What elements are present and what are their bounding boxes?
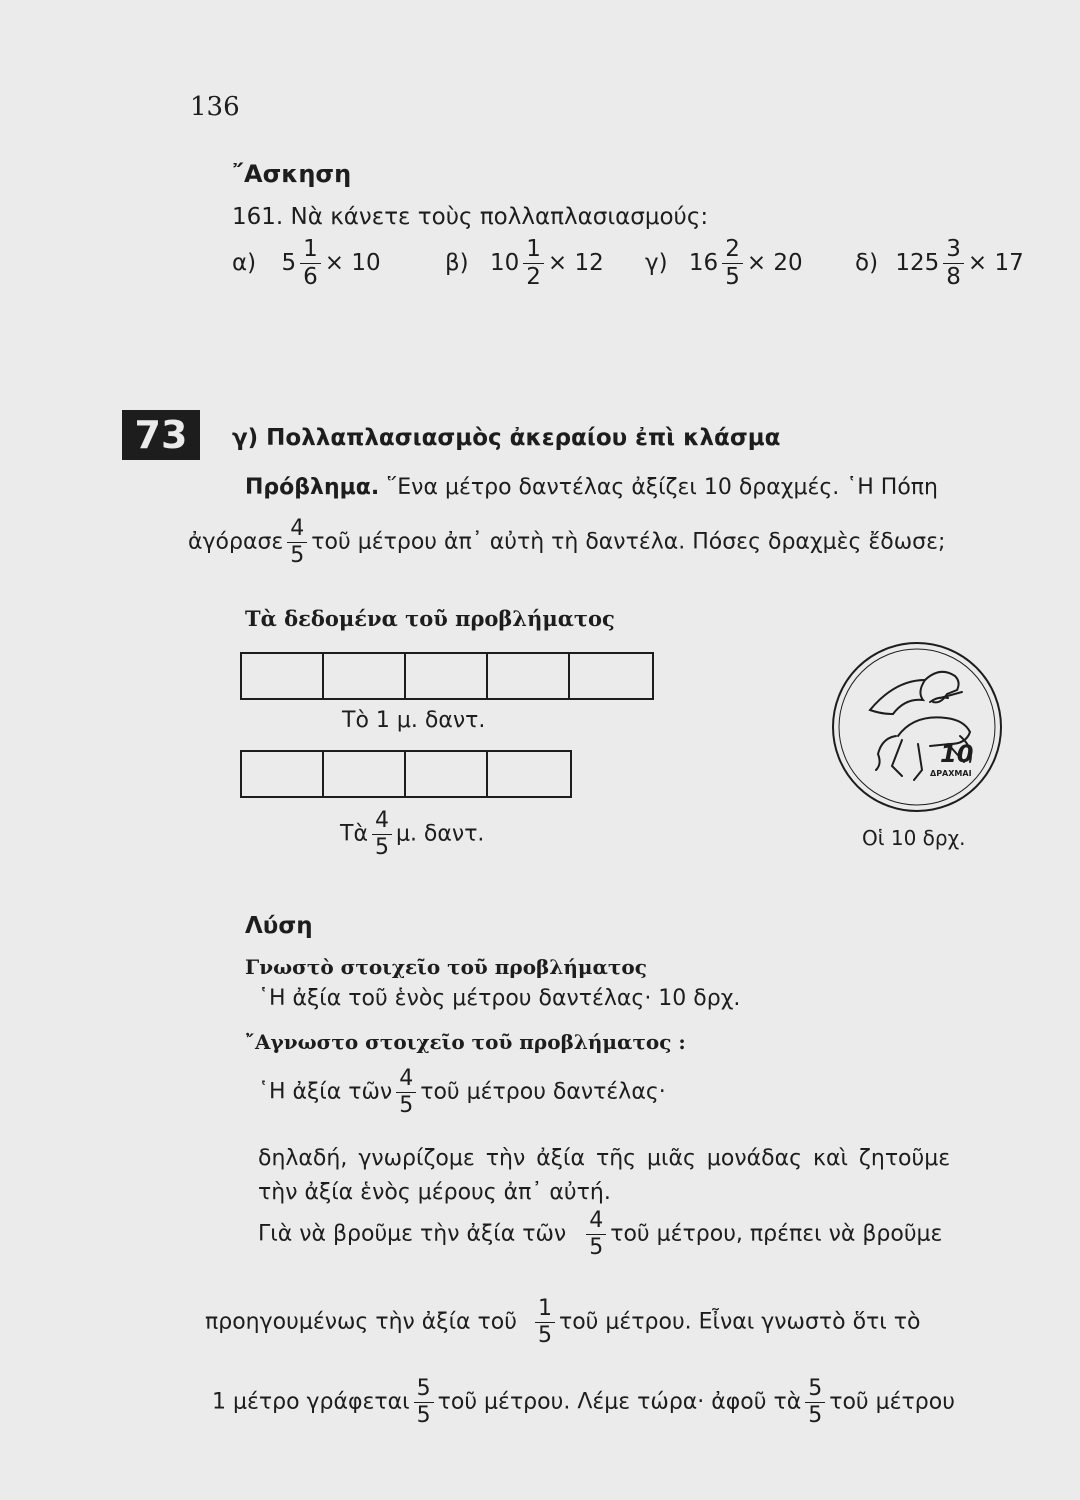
item-label: γ) bbox=[645, 250, 668, 276]
numerator: 1 bbox=[537, 1296, 552, 1321]
bar-four-fifths bbox=[240, 750, 572, 798]
text-post: τοῦ μέτρου δαντέλας· bbox=[420, 1079, 666, 1105]
known-text: ῾Η ἀξία τοῦ ἑνὸς μέτρου δαντέλας· 10 δρχ. bbox=[258, 986, 741, 1011]
bar-four-fifths-label bbox=[340, 810, 484, 859]
section-badge: 73 bbox=[122, 410, 200, 460]
item-label: δ) bbox=[855, 250, 879, 276]
bar-segment bbox=[242, 654, 324, 698]
item-fraction bbox=[300, 238, 321, 289]
solution-line-5 bbox=[212, 1378, 955, 1427]
problem-label: Πρόβλημα. bbox=[245, 475, 380, 500]
numerator: 5 bbox=[808, 1376, 823, 1401]
problem-fraction bbox=[287, 518, 307, 567]
denominator: 8 bbox=[943, 263, 964, 289]
solution-line-4 bbox=[205, 1298, 920, 1347]
numerator: 1 bbox=[303, 236, 318, 262]
bar-segment bbox=[570, 654, 652, 698]
bar-segment bbox=[488, 752, 570, 796]
numerator: 1 bbox=[526, 236, 541, 262]
bar-segment bbox=[406, 654, 488, 698]
numerator: 3 bbox=[946, 236, 961, 262]
unknown-text bbox=[258, 1068, 666, 1117]
item-times: × 12 bbox=[547, 250, 604, 276]
problem-text: ῞Ενα μέτρο δαντέλας ἀξίζει 10 δραχμές. ῾Η Πόπη bbox=[386, 475, 938, 500]
text-post: τοῦ μέτρου, πρέπει νὰ βροῦμε bbox=[610, 1221, 943, 1247]
bar-segment bbox=[406, 752, 488, 796]
text-fraction bbox=[414, 1378, 434, 1427]
denominator: 5 bbox=[805, 1402, 825, 1427]
text-fraction bbox=[396, 1068, 416, 1117]
coin-inner-rim bbox=[839, 649, 995, 805]
numerator: 4 bbox=[589, 1208, 604, 1233]
coin-illustration bbox=[830, 640, 1005, 815]
text-pre: προηγουμένως τὴν ἀξία τοῦ bbox=[205, 1309, 517, 1335]
denominator: 5 bbox=[372, 834, 392, 859]
section-title: γ) Πολλαπλασιασμὸς ἀκεραίου ἐπὶ κλάσμα bbox=[232, 425, 781, 451]
item-fraction bbox=[943, 238, 964, 289]
paragraph-line-1: δηλαδή, γνωρίζομε τὴν ἀξία τῆς μιᾶς μονάδας καὶ ζητοῦμε bbox=[258, 1146, 951, 1171]
coin-text: ΔΡΑΧΜΑΙ bbox=[930, 769, 972, 778]
text-pre: ῾Η ἀξία τῶν bbox=[258, 1079, 393, 1105]
label-post: μ. δαντ. bbox=[395, 821, 485, 847]
item-whole: 10 bbox=[489, 250, 520, 276]
numerator: 4 bbox=[290, 516, 305, 541]
item-label: β) bbox=[445, 250, 469, 276]
solution-heading: Λύση bbox=[245, 913, 313, 939]
numerator: 4 bbox=[374, 808, 389, 833]
known-heading: Γνωστὸ στοιχεῖο τοῦ προβλήματος bbox=[245, 955, 647, 979]
item-times: × 20 bbox=[746, 250, 803, 276]
item-times: × 10 bbox=[324, 250, 381, 276]
denominator: 5 bbox=[586, 1234, 606, 1259]
bar-segment bbox=[242, 752, 324, 796]
problem-text-end: τοῦ μέτρου ἀπ᾽ αὐτὴ τὴ δαντέλα. Πόσες δραχμὲς ἔδωσε; bbox=[311, 529, 946, 555]
data-heading: Τὰ δεδομένα τοῦ προβλήματος bbox=[245, 606, 615, 631]
page-number: 136 bbox=[190, 92, 240, 122]
exercise-item-c bbox=[645, 238, 803, 289]
bar-segment bbox=[324, 654, 406, 698]
text-post: τοῦ μέτρου bbox=[829, 1389, 955, 1415]
bar-whole-label: Τὸ 1 μ. δαντ. bbox=[342, 708, 486, 733]
numerator: 4 bbox=[399, 1066, 414, 1091]
text-mid: τοῦ μέτρου. Λέμε τώρα· ἀφοῦ τὰ bbox=[437, 1389, 802, 1415]
denominator: 5 bbox=[535, 1322, 555, 1347]
label-fraction bbox=[372, 810, 392, 859]
item-times: × 17 bbox=[967, 250, 1024, 276]
problem-line-2 bbox=[188, 518, 945, 567]
bar-whole-meter bbox=[240, 652, 654, 700]
problem-line bbox=[245, 475, 938, 500]
text-post: τοῦ μέτρου. Εἶναι γνωστὸ ὅτι τὸ bbox=[558, 1309, 921, 1335]
bar-segment bbox=[324, 752, 406, 796]
exercise-item-d bbox=[855, 238, 1024, 289]
paragraph-line-2: τὴν ἀξία ἑνὸς μέρους ἀπ᾽ αὐτή. bbox=[258, 1180, 611, 1205]
denominator: 6 bbox=[300, 263, 321, 289]
numerator: 2 bbox=[725, 236, 740, 262]
denominator: 5 bbox=[414, 1402, 434, 1427]
item-label: α) bbox=[232, 250, 257, 276]
item-fraction bbox=[523, 238, 544, 289]
text-fraction bbox=[586, 1210, 606, 1259]
bar-segment bbox=[488, 654, 570, 698]
coin-rim bbox=[833, 643, 1001, 811]
text-fraction bbox=[535, 1298, 555, 1347]
text-pre: 1 μέτρο γράφεται bbox=[212, 1389, 410, 1415]
exercise-heading: ῎Ασκηση bbox=[232, 160, 352, 188]
solution-line-3 bbox=[258, 1210, 942, 1259]
text-pre: Γιὰ νὰ βροῦμε τὴν ἀξία τῶν bbox=[258, 1221, 567, 1247]
unknown-heading: ῎Αγνωστο στοιχεῖο τοῦ προβλήματος : bbox=[245, 1030, 686, 1054]
exercise-item-b bbox=[445, 238, 604, 289]
denominator: 5 bbox=[396, 1092, 416, 1117]
coin-caption: Οἱ 10 δρχ. bbox=[862, 826, 966, 850]
item-whole: 16 bbox=[688, 250, 719, 276]
label-pre: Τὰ bbox=[340, 821, 368, 847]
item-whole: 5 bbox=[281, 250, 297, 276]
item-whole: 125 bbox=[895, 250, 940, 276]
exercise-item-a bbox=[232, 238, 381, 289]
item-fraction bbox=[722, 238, 743, 289]
coin-value: 10 bbox=[940, 740, 974, 768]
exercise-line: 161. Νὰ κάνετε τοὺς πολλαπλασιασμούς: bbox=[232, 204, 709, 230]
denominator: 5 bbox=[287, 542, 307, 567]
problem-text-start: ἀγόρασε bbox=[188, 529, 284, 555]
text-fraction-2 bbox=[805, 1378, 825, 1427]
denominator: 5 bbox=[722, 263, 743, 289]
denominator: 2 bbox=[523, 263, 544, 289]
numerator: 5 bbox=[416, 1376, 431, 1401]
